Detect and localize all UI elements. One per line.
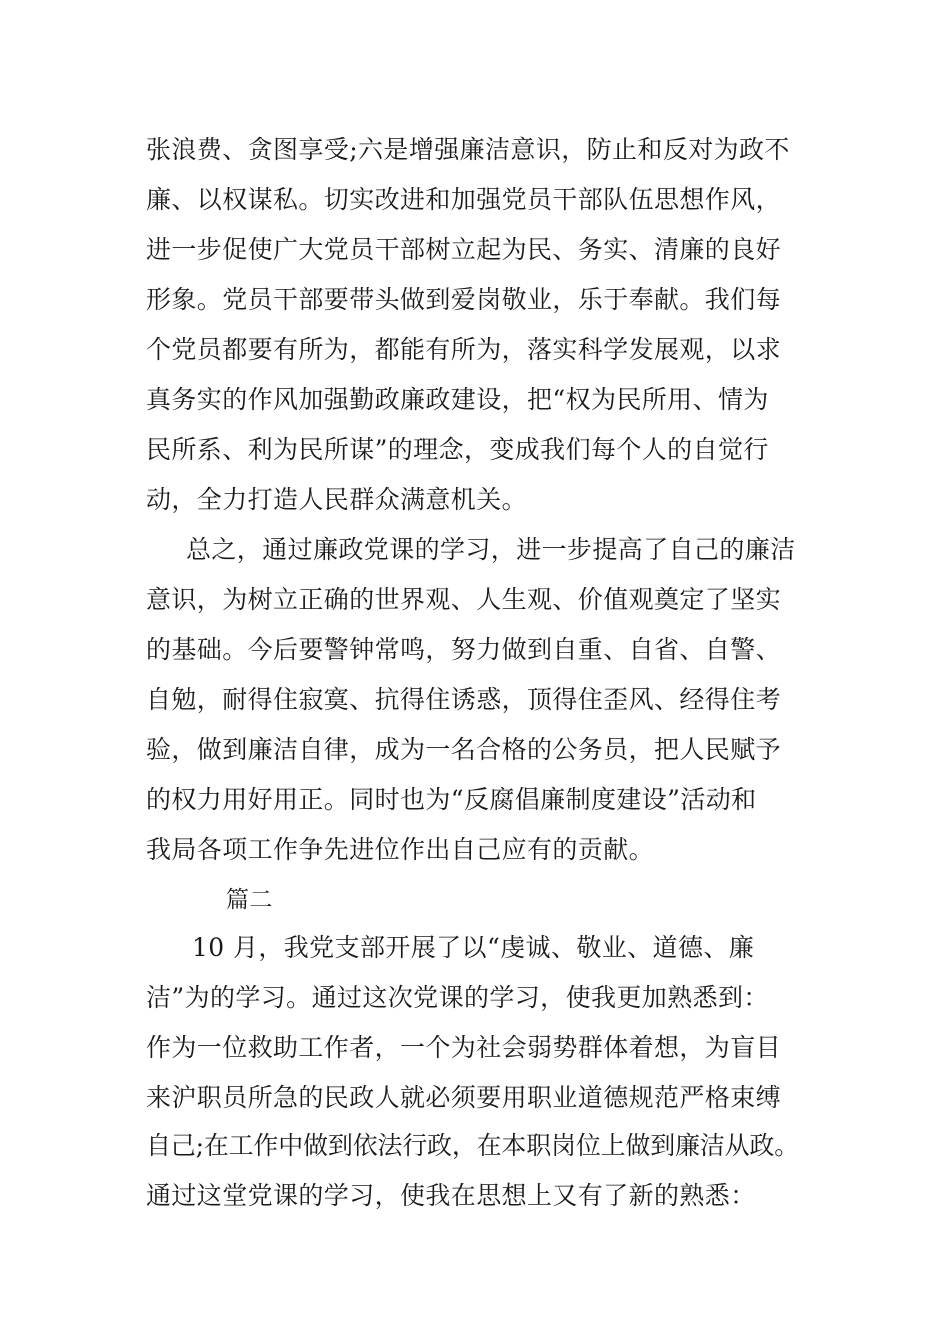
text-line: 来沪职员所急的民政人就必须要用职业道德规范严格束缚 [146, 1083, 782, 1112]
text-line: 廉、以权谋私。切实改进和加强党员干部队伍思想作风， [146, 185, 782, 214]
text-line: 个党员都要有所为，都能有所为，落实科学发展观，以求 [146, 335, 782, 364]
text-line: 我局各项工作争先进位作出自己应有的贡献。 [146, 835, 655, 864]
text-line: 洁”为的学习。通过这次党课的学习，使我更加熟悉到： [146, 983, 769, 1012]
text-line: 形象。党员干部要带头做到爱岗敬业，乐于奉献。我们每 [146, 285, 782, 314]
paragraph-start-line: 总之，通过廉政党课的学习，进一步提高了自己的廉洁 [186, 535, 796, 564]
text-line: 的权力用好用正。同时也为“反腐倡廉制度建设”活动和 [146, 785, 757, 814]
text-line: 意识，为树立正确的世界观、人生观、价值观奠定了坚实 [146, 585, 782, 614]
text-line: 民所系、利为民所谋”的理念，变成我们每个人的自觉行 [146, 435, 769, 464]
paragraph-start-line: 10 月，我党支部开展了以“虔诚、敬业、道德、廉 [192, 933, 755, 962]
text-line: 自己;在工作中做到依法行政，在本职岗位上做到廉洁从政。 [146, 1131, 800, 1160]
text-line: 验，做到廉洁自律，成为一名合格的公务员，把人民赋予 [146, 735, 782, 764]
text-line: 真务实的作风加强勤政廉政建设，把“权为民所用、情为 [146, 385, 769, 414]
text-line: 通过这堂党课的学习，使我在思想上又有了新的熟悉： [146, 1181, 756, 1210]
section-heading: 篇二 [226, 887, 273, 913]
text-line: 动，全力打造人民群众满意机关。 [146, 485, 528, 514]
text-line: 作为一位救助工作者，一个为社会弱势群体着想，为盲目 [146, 1033, 782, 1062]
text-line: 张浪费、贪图享受;六是增强廉洁意识，防止和反对为政不 [146, 135, 790, 164]
text-line: 进一步促使广大党员干部树立起为民、务实、清廉的良好 [146, 235, 782, 264]
text-line: 的基础。今后要警钟常鸣，努力做到自重、自省、自警、 [146, 635, 782, 664]
text-line: 自勉，耐得住寂寞、抗得住诱惑，顶得住歪风、经得住考 [146, 685, 782, 714]
